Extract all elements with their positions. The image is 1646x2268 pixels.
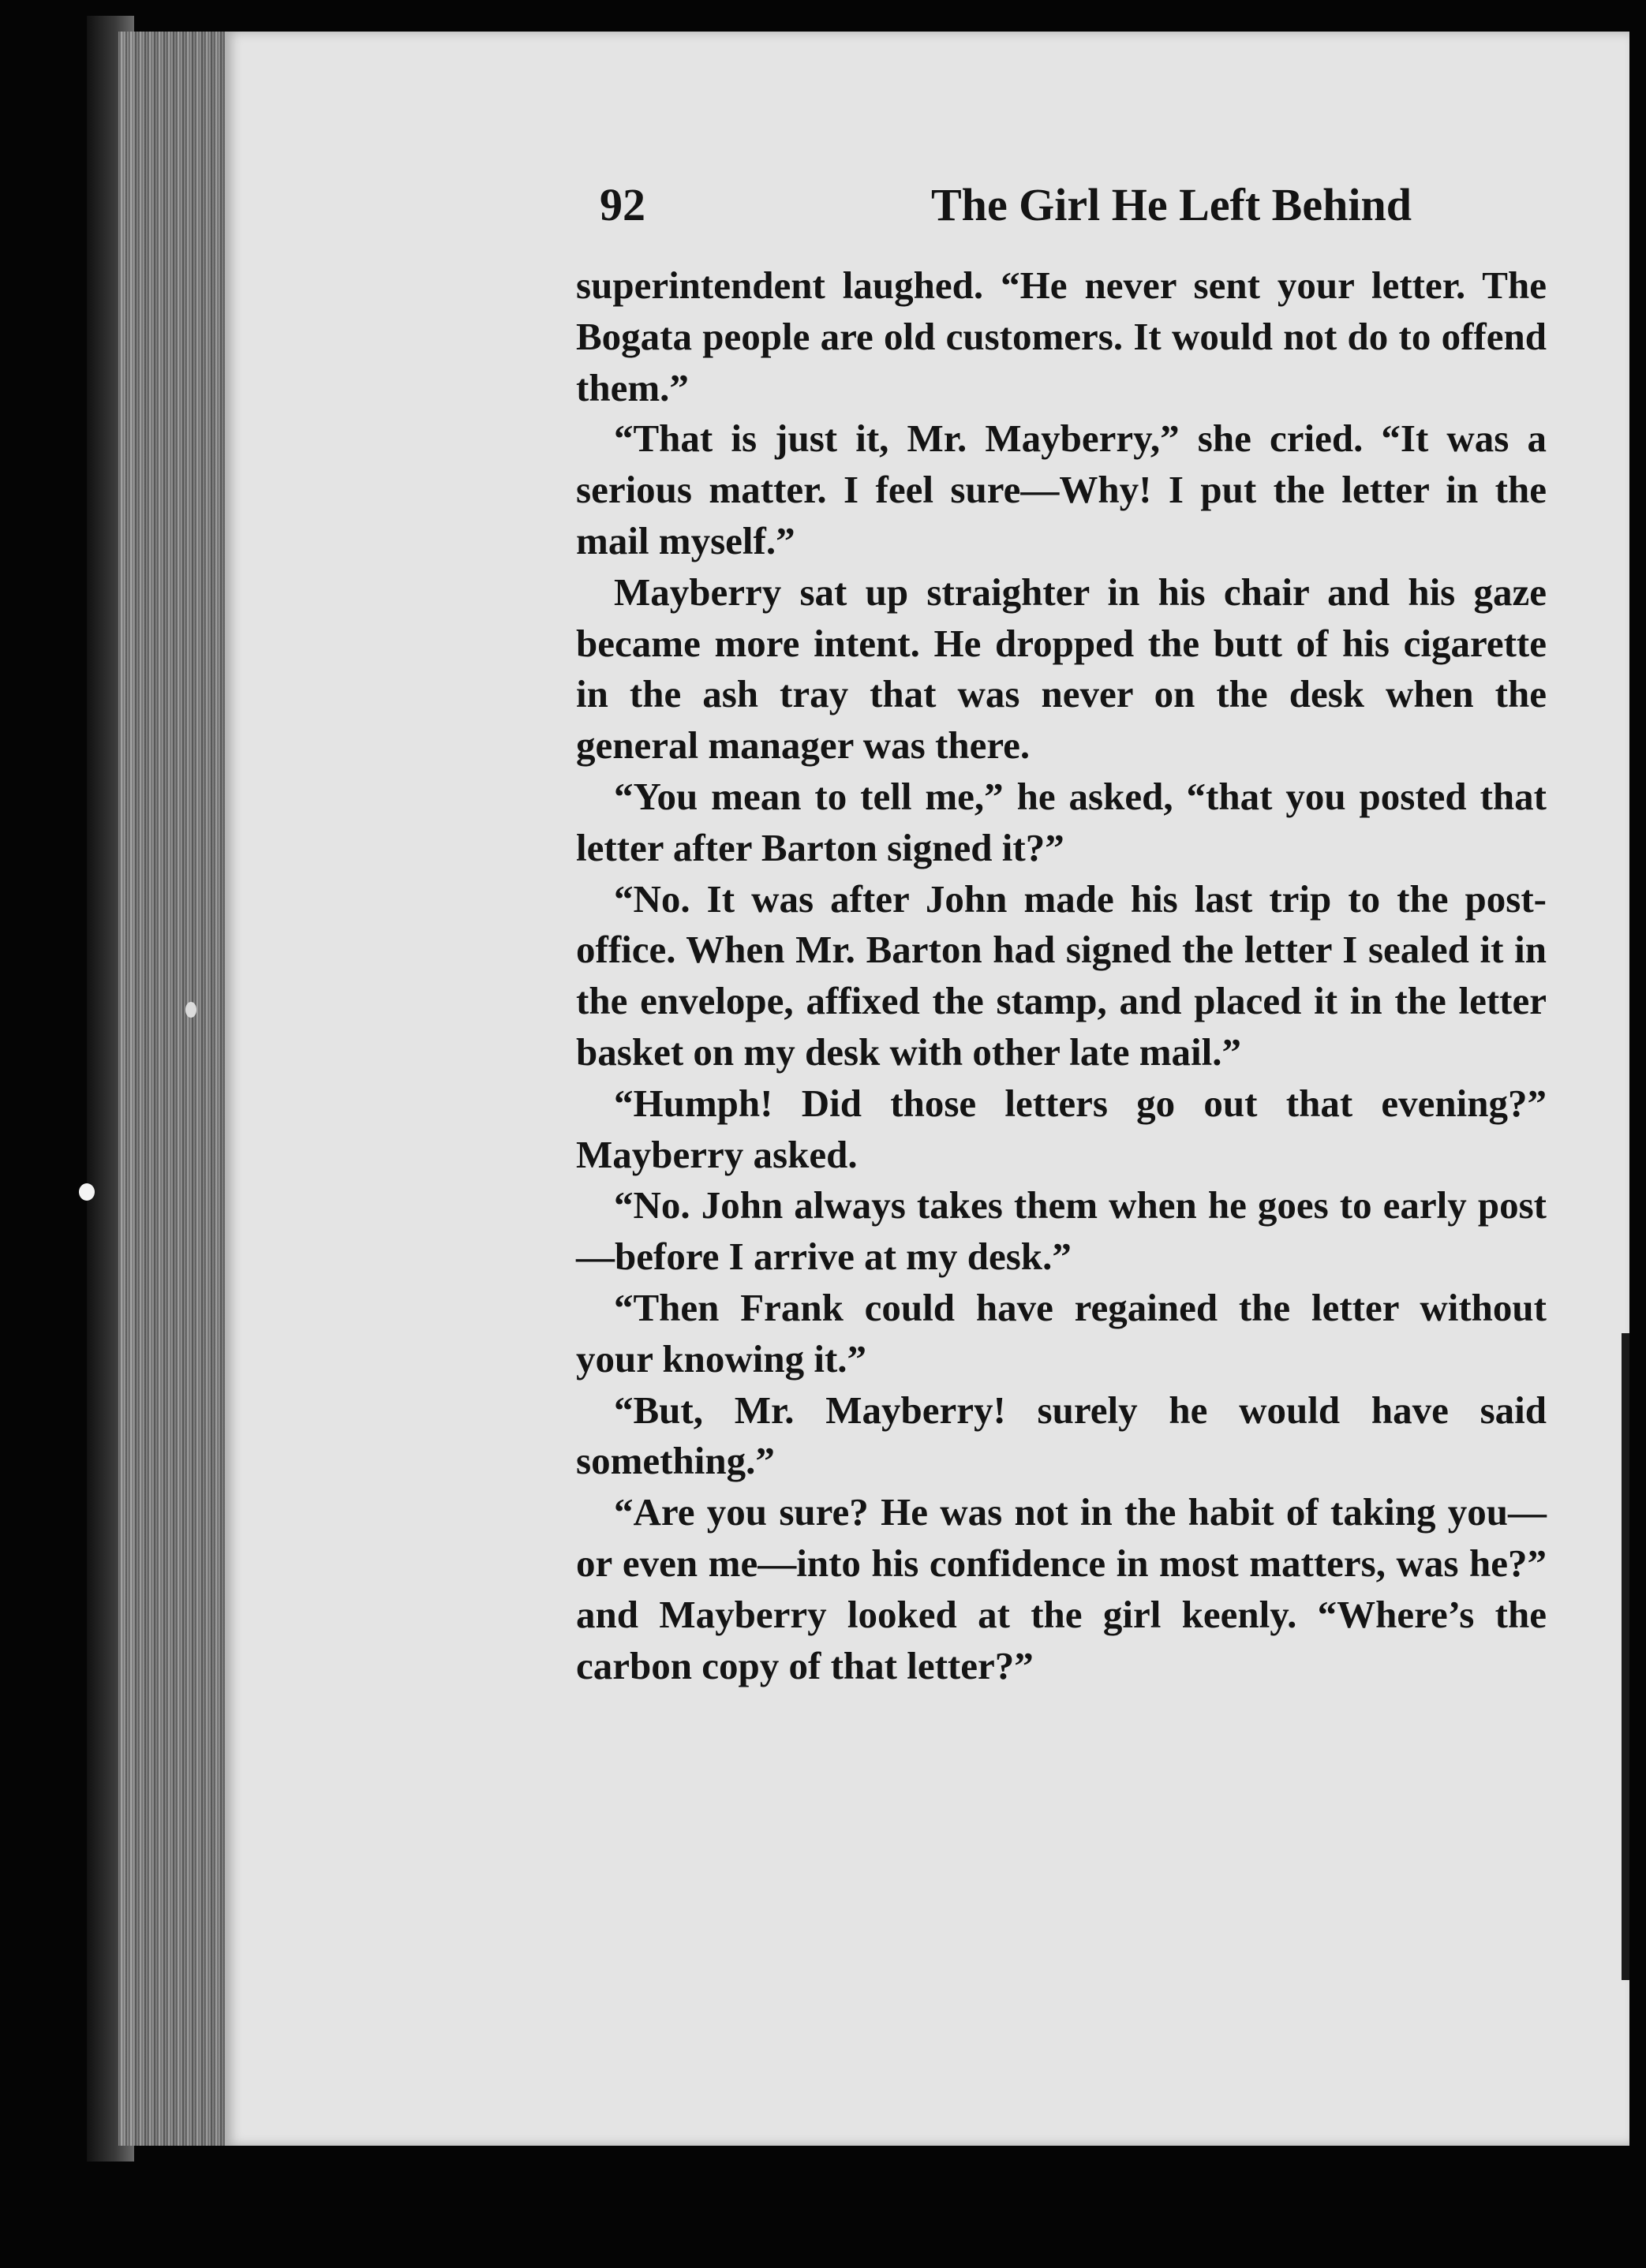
paragraph: superintendent laughed. “He never sent your letter. The Bogata people are old customers. It would not do to offend them.” [576,263,1547,409]
page-content [347,174,1547,1687]
page-right-shadow [1622,1333,1629,1980]
dust-speck [185,1002,196,1018]
body-text [576,260,1547,1691]
page-header [347,174,1547,252]
paragraph: “That is just it, Mr. Mayberry,” she cried. “It was a serious matter. I feel sure—Why! I put the letter in the mail myself.” [576,417,1547,562]
paragraph: “Humph! Did those letters go out that evening?” Mayberry asked. [576,1081,1547,1176]
paragraph: “Are you sure? He was not in the habit of taking you—or even me—into his confidence in most matters, was he?” and Mayberry looked at the girl keenly. “Where’s the carbon copy of that letter?” [576,1490,1547,1687]
paragraph: “No. It was after John made his last trip to the post-office. When Mr. Barton had signed the letter I sealed it in the envelope, affixed the stamp, and placed it in the letter basket on my desk with other late mail.” [576,876,1547,1074]
dust-speck [79,1183,95,1201]
paragraph: “No. John always takes them when he goes to early post—before I arrive at my desk.” [576,1183,1547,1279]
paragraph: “But, Mr. Mayberry! surely he would have said something.” [576,1388,1547,1483]
page-number: 92 [600,179,645,230]
paragraph: “Then Frank could have regained the letter without your knowing it.” [576,1285,1547,1381]
running-head: The Girl He Left Behind [931,179,1412,230]
paragraph: “You mean to tell me,” he asked, “that you posted that letter after Barton signed it?” [576,774,1547,869]
paragraph: Mayberry sat up straighter in his chair and his gaze became more intent. He dropped the butt of his cigarette in the ash tray that was never on the desk when the general manager was there. [576,570,1547,768]
